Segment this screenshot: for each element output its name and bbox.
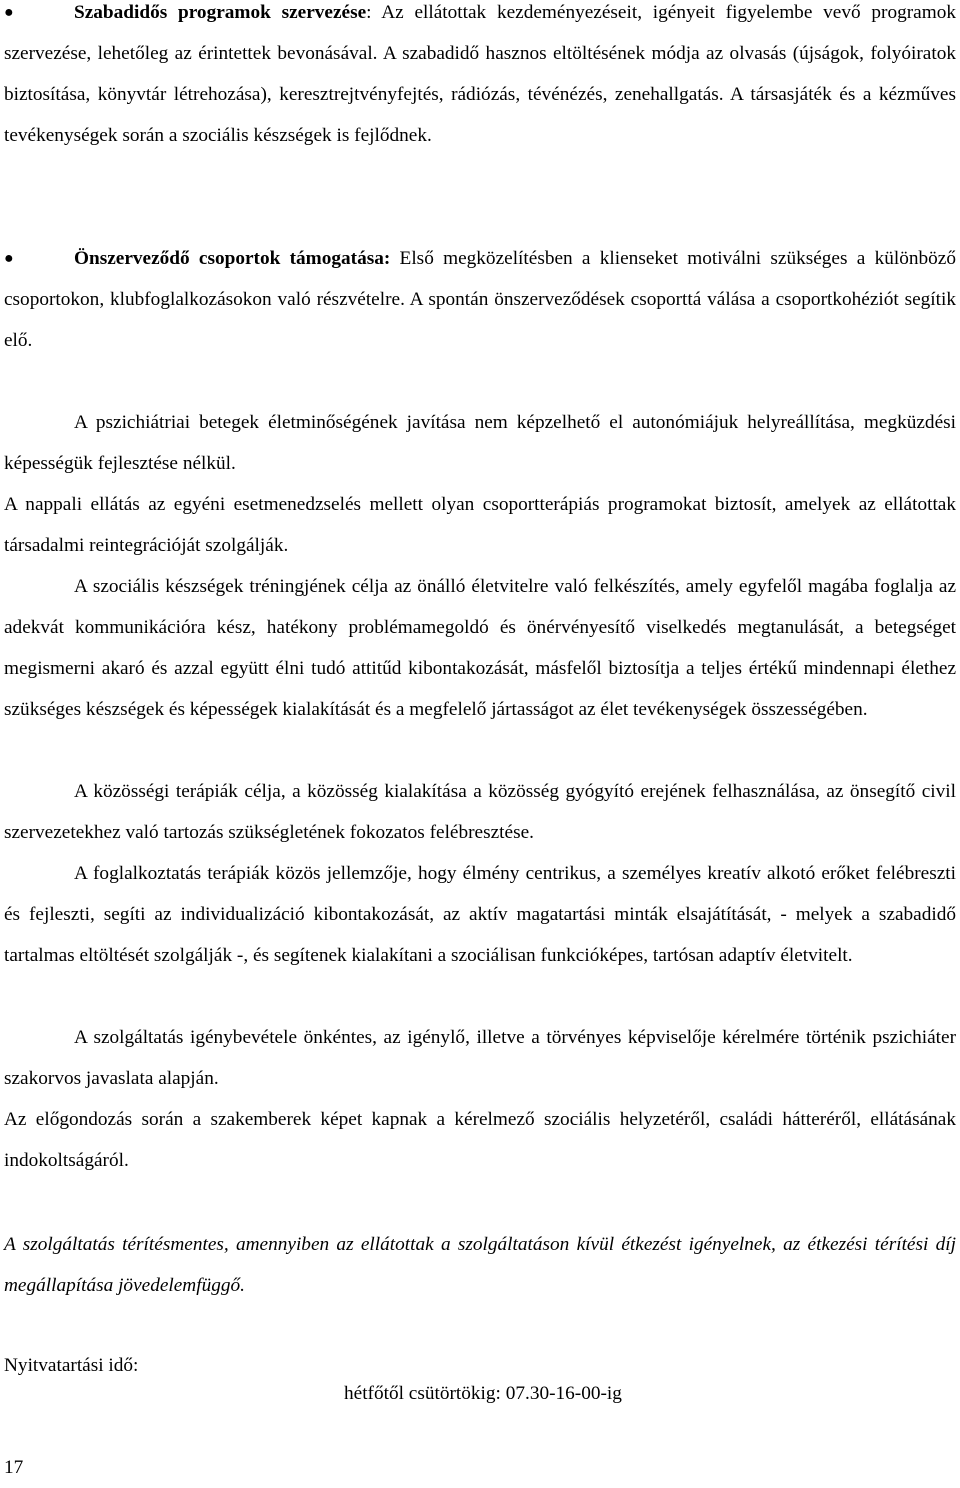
bullet-title: Önszerveződő csoportok támogatása: xyxy=(74,248,391,269)
italic-note-text: A szolgáltatás térítésmentes, amennyiben az ellátottak a szolgáltatáson kívül étkezést igényelnek, az étkezési térítési díj megállapítása jövedelemfüggő. xyxy=(4,1234,956,1296)
paragraph: A nappali ellátás az egyéni esetmenedzselés mellett olyan csoportterápiás programokat biztosít, amelyek az ellátottak társadalmi reintegrációját szolgálják. xyxy=(4,494,956,556)
bullet-text: Első megközelítésben a klienseket motiválni szükséges a különböző csoportokon, klubfoglalkozásokon való részvételre. A spontán önszerveződések csoporttá válása a csoportkohéziót segítik elő. xyxy=(4,248,956,351)
paragraph: A foglalkoztatás terápiák közös jellemzője, hogy élmény centrikus, a személyes kreatív alkotó erőket felébreszti és fejleszti, segíti az individualizáció kibontakozását, az aktív magatartási minták elsajátítását, - melyek a szabadidő tartalmas eltöltését szolgálják -, és segítenek kialakítani a szociálisan funkcióképes, tartósan adaptív életvitelt. xyxy=(4,863,956,966)
bullet-text: : Az ellátottak kezdeményezéseit, igényeit figyelembe vevő programok szervezése, lehetőleg az érintettek bevonásával. A szabadidő hasznos eltöltésének módja az olvasás (újságok, folyóiratok biztosítása, könyvtár létrehozása), keresztrejtvényfejtés, rádiózás, tévénézés, zenehallgatás. A társasjáték és a kézműves tevékenységek során a szociális készségek is fejlődnek. xyxy=(4,2,956,146)
opening-hours-value: hétfőtől csütörtökig: 07.30-16-00-ig xyxy=(344,1383,622,1404)
bullet-item-leisure xyxy=(4,0,956,156)
page-number: 17 xyxy=(4,1457,24,1478)
paragraph: A közösségi terápiák célja, a közösség kialakítása a közösség gyógyító erejének felhasználása, az önsegítő civil szervezetekhez való tartozás szükségletének fokozatos felébresztése. xyxy=(4,781,956,843)
italic-note xyxy=(4,1224,956,1306)
paragraph: A szociális készségek tréningjének célja az önálló életvitelre való felkészítés, amely egyfelől magába foglalja az adekvát kommunikációra kész, hatékony problémamegoldó és önérvényesítő viselkedés megtanulását, a betegséget megismerni akaró és azzal együtt élni tudó attitűd kibontakozását, másfelől biztosítja a teljes értékű mindennapi élethez szükséges készségek és képességek kialakítását és a megfelelő jártasságot az élet tevékenységek összességében. xyxy=(4,576,956,720)
paragraph: A szolgáltatás igénybevétele önkéntes, az igénylő, illetve a törvényes képviselője kérelmére történik pszichiáter szakorvos javaslata alapján. xyxy=(4,1027,956,1089)
bullet-icon: ● xyxy=(4,4,14,21)
paragraph: Az előgondozás során a szakemberek képet kapnak a kérelmező szociális helyzetéről, családi hátteréről, ellátásának indokoltságáról. xyxy=(4,1109,956,1171)
bullet-icon: ● xyxy=(4,250,14,267)
paragraph: A pszichiátriai betegek életminőségének javítása nem képzelhető el autonómiájuk helyreállítása, megküzdési képességük fejlesztése nélkül. xyxy=(4,412,956,474)
opening-hours-label: Nyitvatartási idő: xyxy=(4,1355,139,1376)
bullet-title: Szabadidős programok szervezése xyxy=(74,2,367,23)
bullet-item-groups xyxy=(4,238,956,361)
